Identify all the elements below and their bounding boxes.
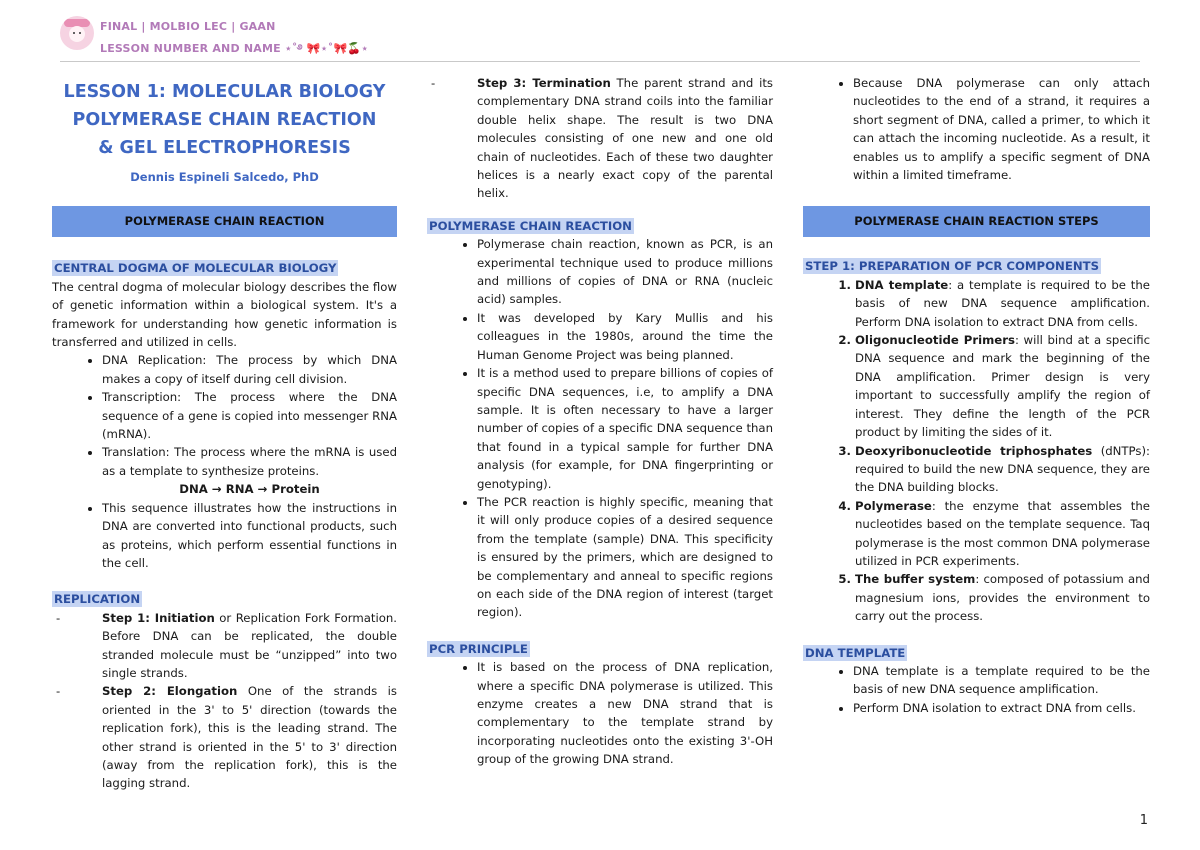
item-label: DNA template (855, 277, 949, 292)
list-item: • It was developed by Kary Mullis and his colleagues in the 1980s, around the time the Human Genome Project was being planned. (477, 309, 773, 364)
list-item (855, 276, 1150, 331)
heading-step1: STEP 1: PREPARATION OF PCR COMPONENTS (805, 259, 1099, 274)
list-item: • This sequence illustrates how the instructions in DNA are converted into functional products, such as proteins, which perform essential functions in the cell. (102, 499, 397, 573)
list-item: • The PCR reaction is highly specific, meaning that it will only produce copies of a desired sequence from the template (sample) DNA. This specificity is ensured by the primers, which are designed to be complementary and anneal to specific regions on each side of the DNA region of interest (target region). (477, 493, 773, 622)
list-item (855, 331, 1150, 441)
step-text: The parent strand and its complementary DNA strand coils into the familiar double helix shape. The result is two DNA molecules consisting of one new and one old chain of nucleotides. Each of these two daughter helices is a nearly exact copy of the parental helix. (477, 76, 773, 201)
step-text: or Replication Fork Formation. Before DNA can be replicated, the double stranded molecule must be “unzipped” into two single strands. (102, 610, 398, 680)
heading-replication: REPLICATION (54, 592, 141, 607)
header-divider (60, 61, 1140, 62)
item-text: : will bind at a specific DNA sequence and mark the beginning of the DNA amplification. Primer design is very important to successfully amplify the region of interest. They define the length of the PCR product by limiting the sides of it. (855, 333, 1150, 440)
column-3 (803, 74, 1150, 717)
author-name: Dennis Espineli Salcedo, PhD (130, 170, 319, 184)
central-dogma-flow: DNA → RNA → Protein (179, 482, 320, 497)
list-item: • It is a method used to prepare billions of copies of specific DNA sequences, i.e, to amplify a DNA sample. It is often necessary to have a larger number of copies of a specific DNA sequence than that found in a typical sample for further DNA analysis (for example, for DNA fingerprinting or genotyping). (477, 364, 773, 493)
column-1 (52, 74, 397, 793)
column-2 (427, 74, 773, 769)
list-item: • Because DNA polymerase can only attach nucleotides to the end of a strand, it requires a short segment of DNA, called a primer, to which it can attach the incoming nucleotide. As a result, it enables us to amplify a specific segment of DNA within a limited timeframe. (853, 74, 1150, 184)
header-course-line: FINAL | MOLBIO LEC | GAAN (100, 20, 276, 33)
item-text: : a template is required to be the basis of new DNA sequence amplification. Perform DNA isolation to extract DNA from cells. (855, 277, 1150, 329)
item-label: Polymerase (855, 498, 932, 513)
step-text: One of the strands is oriented in the 3' to 5' direction (towards the replication fork), this is the leading strand. The other strand is oriented in the 5' to 3' direction (away from the replication fork), this is the lagging strand. (102, 684, 397, 791)
heading-central-dogma: CENTRAL DOGMA OF MOLECULAR BIOLOGY (54, 261, 337, 276)
heading-pcr-principle: PCR PRINCIPLE (429, 641, 528, 656)
list-item: • DNA Replication: The process by which DNA makes a copy of itself during cell division. (102, 351, 397, 388)
lesson-title (52, 78, 397, 162)
principle-list (427, 658, 773, 768)
step-label: Step 3: Termination (477, 76, 611, 90)
central-dogma-list (52, 351, 397, 480)
list-item (477, 74, 773, 203)
list-item: • Translation: The process where the mRNA is used as a template to synthesize proteins. (102, 443, 397, 480)
pcr-list (427, 235, 773, 622)
item-text: : the enzyme that assembles the nucleotides based on the template sequence. Taq polymerase is the most common DNA polymerase utilized in PCR experiments. (855, 498, 1150, 568)
list-item: • Perform DNA isolation to extract DNA from cells. (853, 699, 1150, 717)
list-item (102, 682, 397, 792)
list-item: • It is based on the process of DNA replication, where a specific DNA polymerase is utilized. This enzyme creates a new DNA strand that is complementary to the template strand by incorporating nucleotides onto the existing 3'-OH group of the growing DNA strand. (477, 658, 773, 768)
central-dogma-list-cont (52, 499, 397, 573)
title-line: LESSON 1: MOLECULAR BIOLOGY (63, 82, 386, 102)
item-text: : composed of potassium and magnesium ions, provides the environment to carry out the process. (855, 572, 1150, 624)
replication-steps-cont (427, 74, 773, 203)
dna-template-list (803, 662, 1150, 717)
list-item: • Polymerase chain reaction, known as PCR, is an experimental technique used to produce millions and millions of copies of DNA or RNA (nucleic acid) samples. (477, 235, 773, 309)
title-line: POLYMERASE CHAIN REACTION (72, 110, 377, 130)
step-label: Step 1: Initiation (102, 610, 215, 625)
item-text: (dNTPs): required to build the new DNA sequence, they are the DNA building blocks. (855, 443, 1150, 495)
heading-dna-template: DNA TEMPLATE (805, 645, 906, 660)
principle-list-cont (803, 74, 1150, 184)
heading-pcr: POLYMERASE CHAIN REACTION (429, 218, 632, 233)
central-dogma-intro: The central dogma of molecular biology describes the flow of genetic information within a biological system. It's a framework for understanding how genetic information is transferred and utilized in cells. (52, 279, 397, 350)
header-logo-icon (60, 16, 94, 50)
replication-steps (52, 609, 397, 793)
section-band-pcr: POLYMERASE CHAIN REACTION (52, 206, 397, 237)
page-number: 1 (1139, 813, 1148, 828)
header-lesson-line: LESSON NUMBER AND NAME ⋆˚࿔ 🎀⋆˚🎀🍒⋆ (100, 42, 369, 55)
pcr-components-list (803, 276, 1150, 626)
list-item (855, 570, 1150, 625)
list-item (102, 609, 397, 683)
step-label: Step 2: Elongation (102, 684, 238, 699)
list-item (855, 442, 1150, 497)
list-item (855, 497, 1150, 571)
item-label: Deoxyribonucleotide triphosphates (855, 443, 1093, 458)
section-band-pcr-steps: POLYMERASE CHAIN REACTION STEPS (803, 206, 1150, 237)
list-item: • Transcription: The process where the DNA sequence of a gene is copied into messenger RNA (mRNA). (102, 388, 397, 443)
item-label: Oligonucleotide Primers (855, 333, 1015, 348)
title-line: & GEL ELECTROPHORESIS (98, 138, 351, 158)
item-label: The buffer system (855, 572, 976, 587)
list-item: • DNA template is a template required to be the basis of new DNA sequence amplification. (853, 662, 1150, 699)
